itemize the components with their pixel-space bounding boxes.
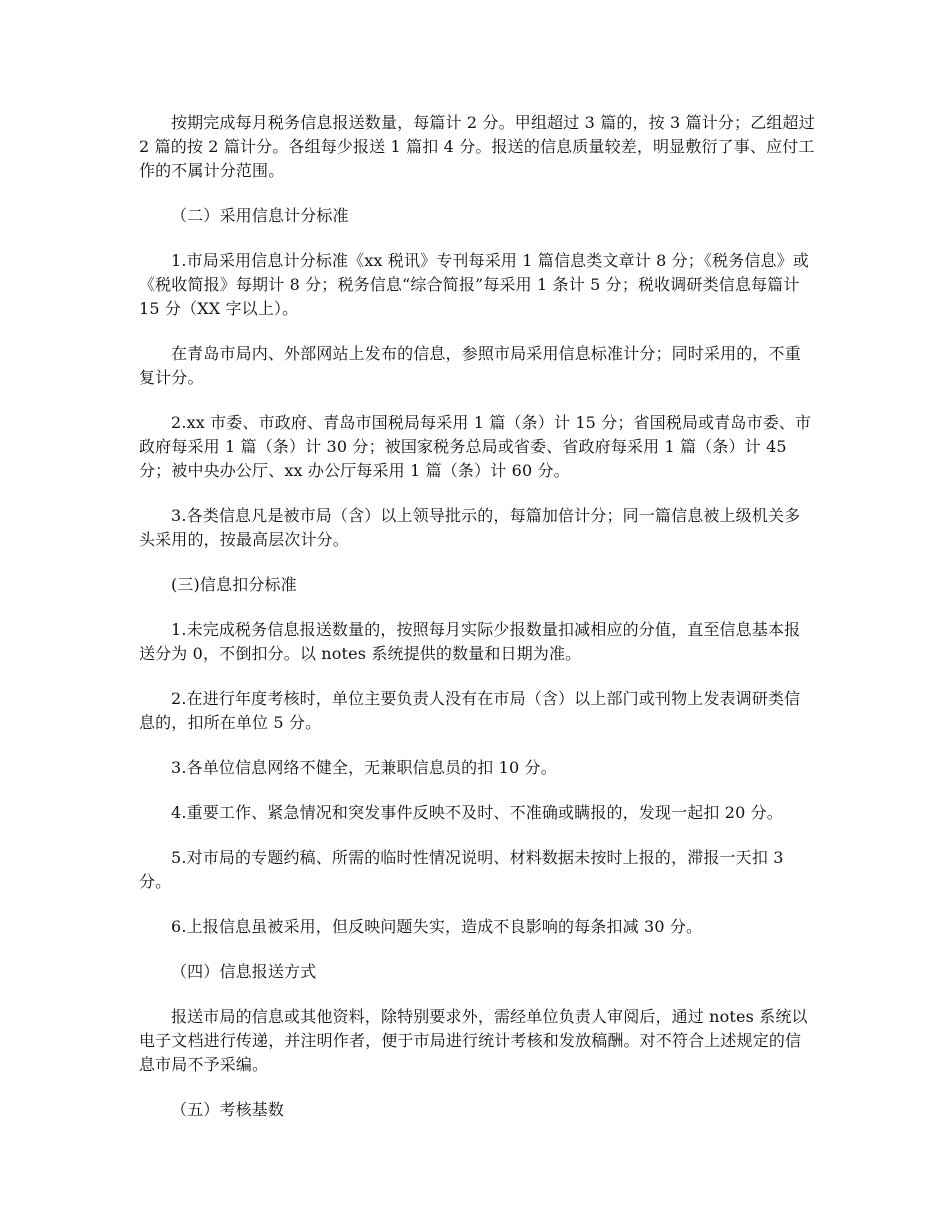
paragraph-deduction-6: 6.上报信息虽被采用，但反映问题失实，造成不良影响的每条扣减 30 分。 bbox=[171, 917, 703, 936]
paragraph-deduction-2: 2.在进行年度考核时，单位主要负责人没有在市局（含）以上部门或刊物上发表调研类信息的，扣所在单位 5 分。 bbox=[139, 689, 801, 732]
heading-section-4: （四）信息报送方式 bbox=[171, 962, 317, 981]
paragraph-leader-instruction: 3.各类信息凡是被市局（含）以上领导批示的，每篇加倍计分；同一篇信息被上级机关多头采用的，按最高层次计分。 bbox=[139, 506, 801, 549]
heading-section-2: （二）采用信息计分标准 bbox=[171, 206, 349, 225]
paragraph-deduction-3: 3.各单位信息网络不健全，无兼职信息员的扣 10 分。 bbox=[171, 758, 557, 777]
paragraph-deduction-1: 1.未完成税务信息报送数量的，按照每月实际少报数量扣减相应的分值，直至信息基本报送分为 0，不倒扣分。以 notes 系统提供的数量和日期为准。 bbox=[139, 620, 801, 663]
paragraph-deduction-5: 5.对市局的专题约稿、所需的临时性情况说明、材料数据未按时上报的，滞报一天扣 3 分。 bbox=[139, 848, 784, 891]
paragraph-deduction-4: 4.重要工作、紧急情况和突发事件反映不及时、不准确或瞒报的，发现一起扣 20 分。 bbox=[171, 803, 783, 822]
paragraph-submission-method: 报送市局的信息或其他资料，除特别要求外，需经单位负责人审阅后，通过 notes 系统以电子文档进行传递，并注明作者，便于市局进行统计考核和发放稿酬。对不符合上述规定的信息市局不予采编。 bbox=[139, 1007, 808, 1074]
document-body bbox=[139, 111, 815, 1122]
paragraph-report-quota: 按期完成每月税务信息报送数量，每篇计 2 分。甲组超过 3 篇的，按 3 篇计分；乙组超过 2 篇的按 2 篇计分。各组每少报送 1 篇扣 4 分。报送的信息质量较差，明显敷衍了事、应付工作的不属计分范围。 bbox=[139, 113, 815, 180]
paragraph-website-publish: 在青岛市局内、外部网站上发布的信息，参照市局采用信息标准计分；同时采用的，不重复计分。 bbox=[139, 344, 801, 387]
paragraph-city-bureau-score: 1.市局采用信息计分标准《xx 税讯》专刊每采用 1 篇信息类文章计 8 分；《税务信息》或《税收简报》每期计 8 分；税务信息“综合简报”每采用 1 条计 5 分；税收调研类信息每篇计 15 分（XX 字以上）。 bbox=[139, 251, 810, 318]
paragraph-higher-level-score: 2.xx 市委、市政府、青岛市国税局每采用 1 篇（条）计 15 分；省国税局或青岛市委、市政府每采用 1 篇（条）计 30 分；被国家税务总局或省委、省政府每采用 1 篇（条）计 45 分；被中央办公厅、xx 办公厅每采用 1 篇（条）计 60 分。 bbox=[139, 413, 812, 480]
heading-section-3: (三)信息扣分标准 bbox=[171, 575, 297, 594]
heading-section-5: （五）考核基数 bbox=[171, 1100, 285, 1119]
